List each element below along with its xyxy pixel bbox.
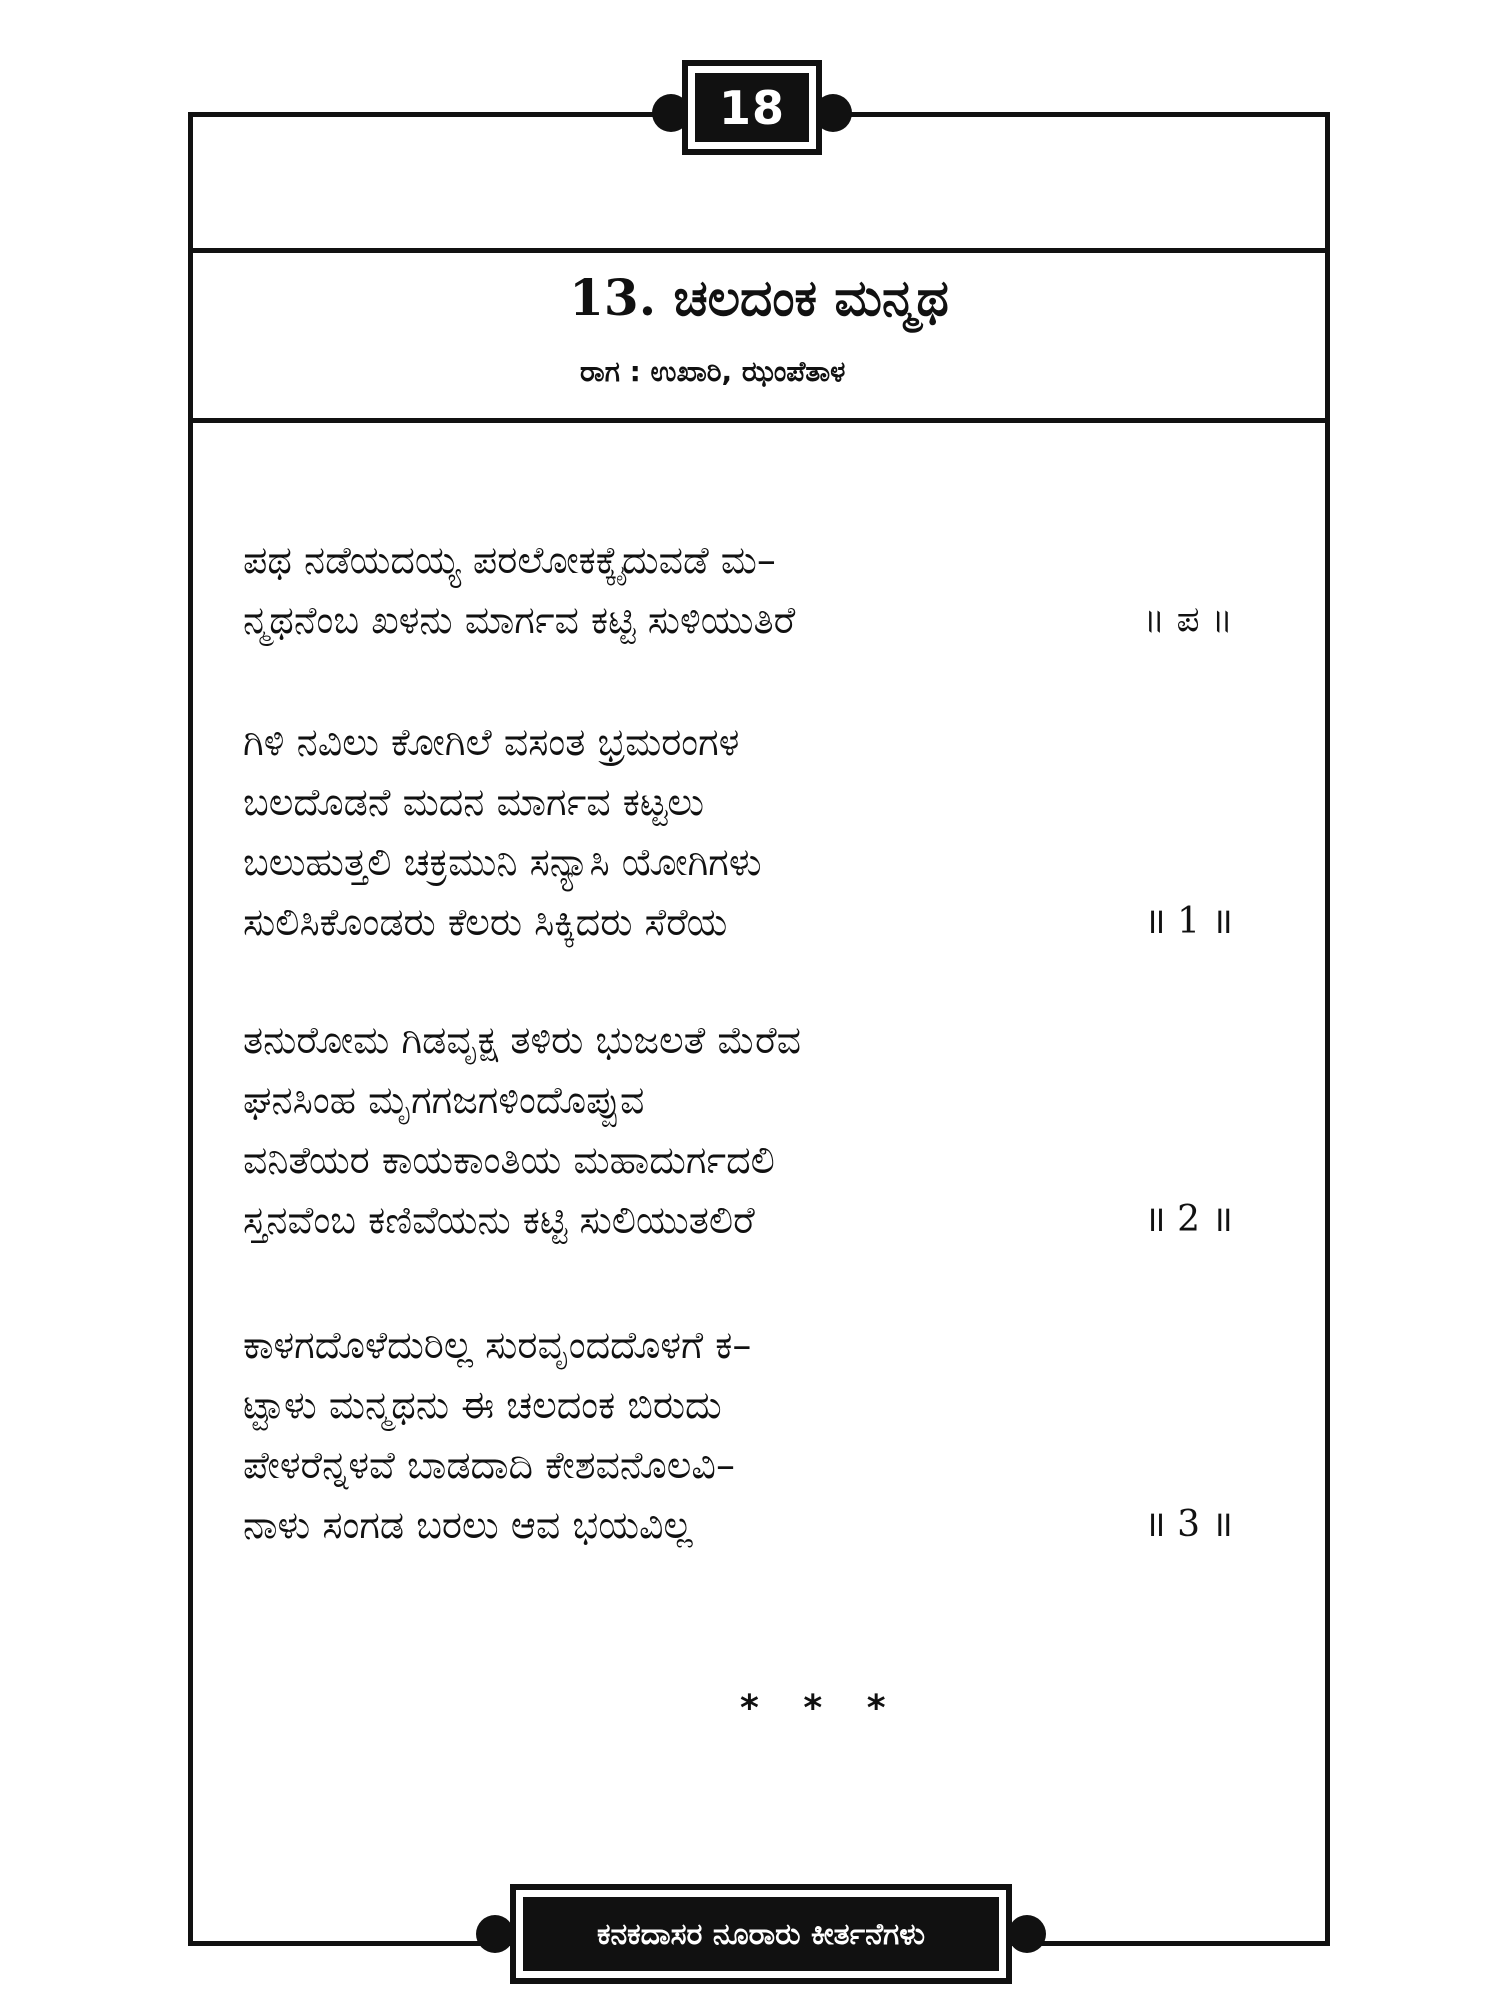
- page-number: 18: [718, 80, 785, 135]
- verse-line: ಬಲುಹುತ್ತಲಿ ಚಕ್ರಮುನಿ ಸನ್ಯಾಸಿ ಯೋಗಿಗಳು: [243, 840, 762, 884]
- header-divider-bottom: [188, 418, 1330, 423]
- verse-line-text: ಸುಲಿಸಿಕೊಂಡರು ಕೆಲರು ಸಿಕ್ಕಿದರು ಸೆರೆಯ: [243, 900, 728, 944]
- footer-box: [510, 1884, 1012, 1984]
- stanza-pallavi: [243, 530, 1243, 650]
- stanza-marker: ॥ 2 ॥: [1144, 1199, 1233, 1240]
- verse-line-text: ನಾಳು ಸಂಗಡ ಬರಲು ಆವ ಭಯವಿಲ್ಲ: [243, 1503, 693, 1547]
- stanza-marker: ॥ 3 ॥: [1144, 1504, 1233, 1545]
- header-divider-top: [188, 248, 1330, 253]
- footer-left-dot: [476, 1915, 514, 1953]
- badge-box: [682, 60, 822, 155]
- verse-line: ಕಾಳಗದೊಳೆದುರಿಲ್ಲ ಸುರವೃಂದದೊಳಗೆ ಕ–: [243, 1323, 752, 1367]
- stanza-marker: ॥ ಪ ॥: [1143, 599, 1233, 640]
- verse-line: ಘನಸಿಂಹ ಮೃಗಗಜಗಳಿಂದೊಪ್ಪುವ: [243, 1078, 645, 1122]
- verse-line: ಪೇಳರೆನ್ನಳವೆ ಬಾಡದಾದಿ ಕೇಶವನೊಲವಿ–: [243, 1443, 735, 1487]
- verse-line: ವನಿತೆಯರ ಕಾಯಕಾಂತಿಯ ಮಹಾದುರ್ಗದಲಿ: [243, 1138, 775, 1182]
- verse-line: ಗಿಳಿ ನವಿಲು ಕೋಗಿಲೆ ವಸಂತ ಭ್ರಮರಂಗಳ: [243, 720, 740, 764]
- stanza-3: [243, 1315, 1243, 1555]
- verse-line: ಪಥ ನಡೆಯದಯ್ಯ ಪರಲೋಕಕ್ಕೈದುವಡೆ ಮ–: [243, 538, 776, 582]
- book-title: ಕನಕದಾಸರ ನೂರಾರು ಕೀರ್ತನೆಗಳು: [596, 1916, 926, 1952]
- verse-line: [243, 1495, 1243, 1555]
- verse-line: ಬಲದೊಡನೆ ಮದನ ಮಾರ್ಗವ ಕಟ್ಟಲು: [243, 780, 705, 824]
- footer-right-dot: [1008, 1915, 1046, 1953]
- raga-line: ರಾಗ : ಉಖಾರಿ, ಝಂಪೆತಾಳ: [580, 355, 846, 388]
- stanza-2: [243, 1010, 1243, 1250]
- song-title: 13. ಚಲದಂಕ ಮನ್ಮಥ: [569, 268, 949, 327]
- verse-line: ಟ್ಟಾಳು ಮನ್ಮಥನು ಈ ಚಲದಂಕ ಬಿರುದು: [243, 1383, 722, 1427]
- verse-line: [243, 892, 1243, 952]
- verse-line: ತನುರೋಮ ಗಿಡವೃಕ್ಷ ತಳಿರು ಭುಜಲತೆ ಮೆರೆವ: [243, 1018, 802, 1062]
- footer-badge: [476, 1884, 1046, 1984]
- stanza-1: [243, 712, 1243, 952]
- verse-line-text: ಸ್ತನವೆಂಬ ಕಣಿವೆಯನು ಕಟ್ಟಿ ಸುಲಿಯುತಲಿರೆ: [243, 1198, 755, 1242]
- verse-line: [243, 1190, 1243, 1250]
- stanza-marker: ॥ 1 ॥: [1144, 901, 1233, 942]
- end-ornament: * * *: [740, 1688, 902, 1729]
- page-number-badge: [652, 60, 852, 155]
- verse-line: [243, 590, 1243, 650]
- verse-line-text: ನ್ಮಥನೆಂಬ ಖಳನು ಮಾರ್ಗವ ಕಟ್ಟಿ ಸುಳಿಯುತಿರೆ: [243, 598, 796, 642]
